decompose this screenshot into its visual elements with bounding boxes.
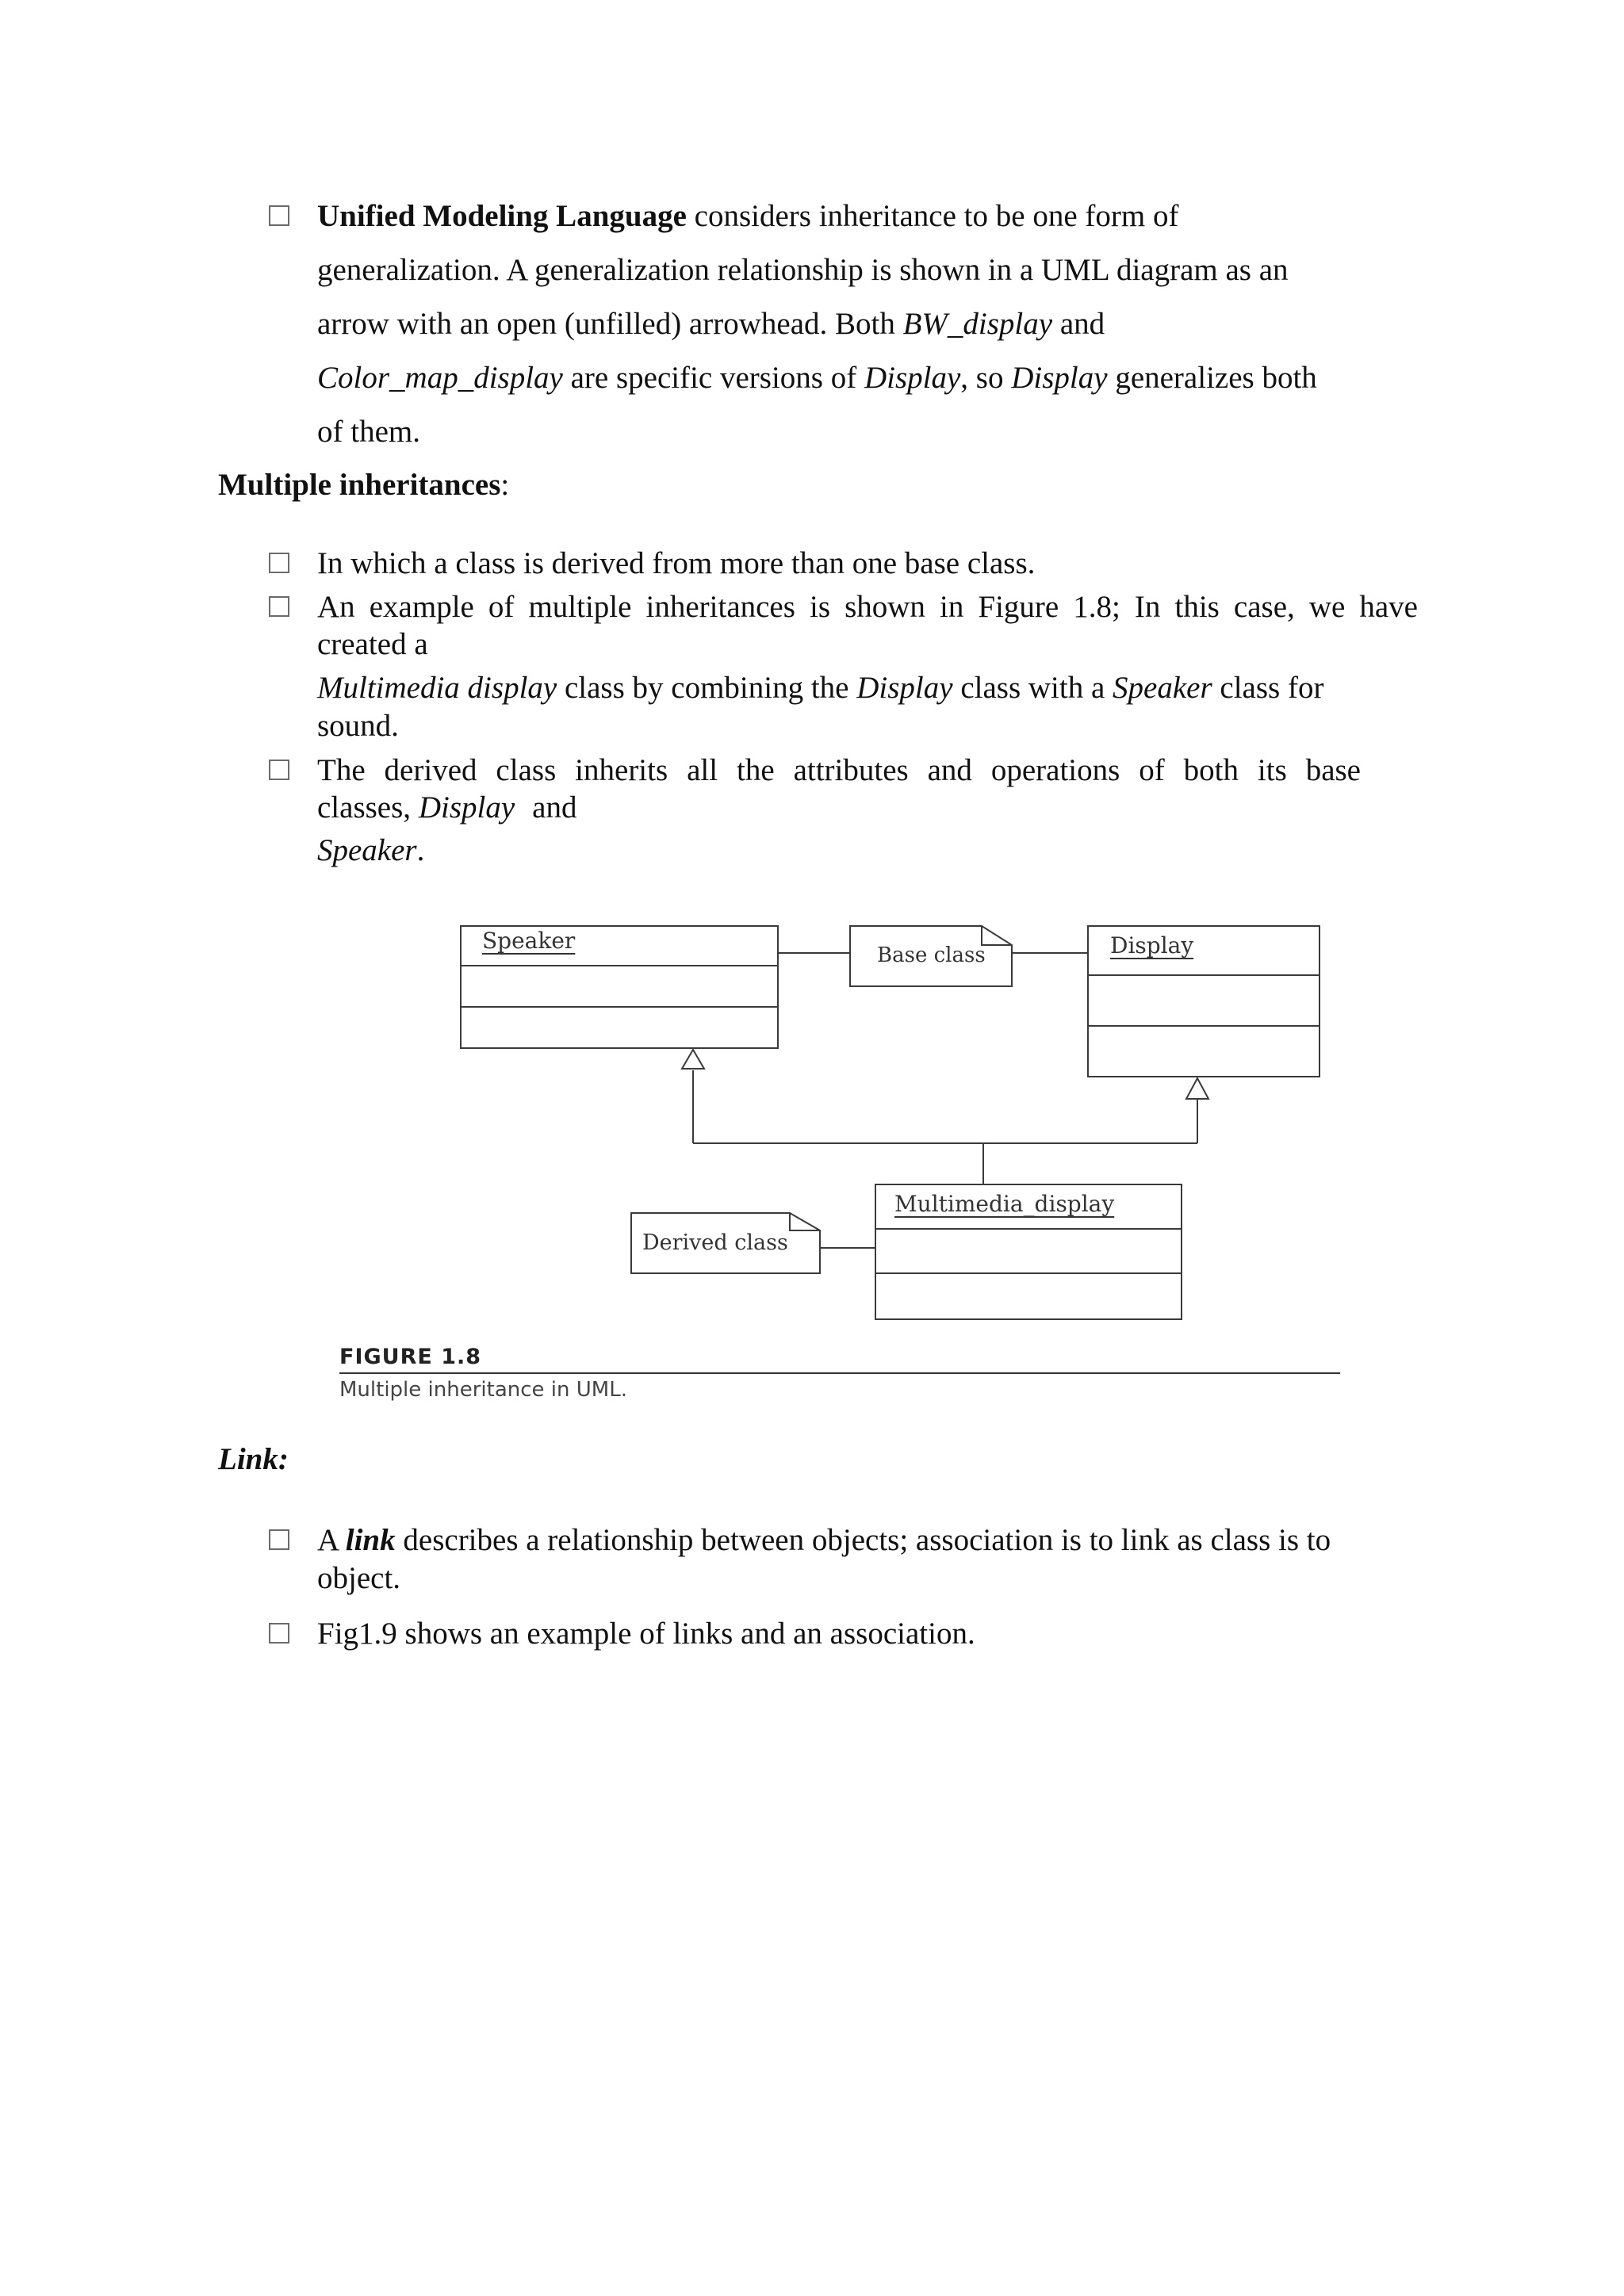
- uml-paragraph-line-2: generalization. A generalization relationship is shown in a UML diagram as an: [317, 253, 1289, 287]
- link-heading: Link:: [218, 1442, 289, 1476]
- bullet-marker: [269, 596, 289, 617]
- uml-paragraph-line-1: Unified Modeling Language considers inheritance to be one form of: [317, 199, 1179, 233]
- bullet-marker: [269, 1623, 289, 1644]
- uml-figure: [317, 904, 1348, 1411]
- link-bullet-1-line-2: object.: [317, 1561, 401, 1595]
- speaker-inheritance-arrowhead: [682, 1050, 704, 1069]
- mi-bullet-3-line-1: The derived class inherits all the attributes and operations of both its base: [317, 753, 1361, 787]
- mi-bullet-2-line-3: Multimedia display class by combining the Display class with a Speaker class for: [317, 671, 1324, 705]
- mi-bullet-2-line-1: An example of multiple inheritances is shown in Figure 1.8; In this case, we have: [317, 590, 1418, 624]
- speaker-class-name: Speaker: [482, 928, 576, 954]
- mi-bullet-3-line-3: Speaker.: [317, 833, 425, 867]
- multiple-inheritances-heading: Multiple inheritances:: [218, 468, 510, 502]
- bullet-marker: [269, 760, 289, 780]
- uml-paragraph-line-3: arrow with an open (unfilled) arrowhead. Both BW_display and: [317, 307, 1105, 341]
- derived-class-label: Derived class: [642, 1230, 788, 1255]
- bullet-marker: [269, 1529, 289, 1550]
- mi-bullet-1: In which a class is derived from more than one base class.: [317, 546, 1036, 580]
- bullet-marker: [269, 553, 289, 573]
- figure-caption: Multiple inheritance in UML.: [339, 1378, 627, 1402]
- uml-diagram-lines: [317, 904, 1348, 1411]
- link-bullet-2: Fig1.9 shows an example of links and an association.: [317, 1617, 975, 1651]
- uml-paragraph-line-4: Color_map_display are specific versions of Display, so Display generalizes both: [317, 361, 1317, 395]
- mi-bullet-2-line-4: sound.: [317, 709, 399, 743]
- uml-bold-term: Unified Modeling Language: [317, 199, 687, 233]
- mi-bullet-3-line-2: classes, Display and: [317, 790, 577, 825]
- figure-title: FIGURE 1.8: [339, 1345, 482, 1369]
- link-bullet-1-line-1: A link describes a relationship between objects; association is to link as class is to: [317, 1523, 1331, 1557]
- multimedia-class-name: Multimedia_display: [894, 1191, 1115, 1217]
- mi-bullet-2-line-2: created a: [317, 627, 428, 661]
- link-term: link: [345, 1523, 396, 1557]
- display-class-name: Display: [1110, 932, 1194, 959]
- bullet-marker: [269, 205, 289, 226]
- display-inheritance-arrowhead: [1186, 1078, 1208, 1099]
- base-class-label: Base class: [877, 943, 986, 967]
- uml-paragraph-line-5: of them.: [317, 415, 420, 449]
